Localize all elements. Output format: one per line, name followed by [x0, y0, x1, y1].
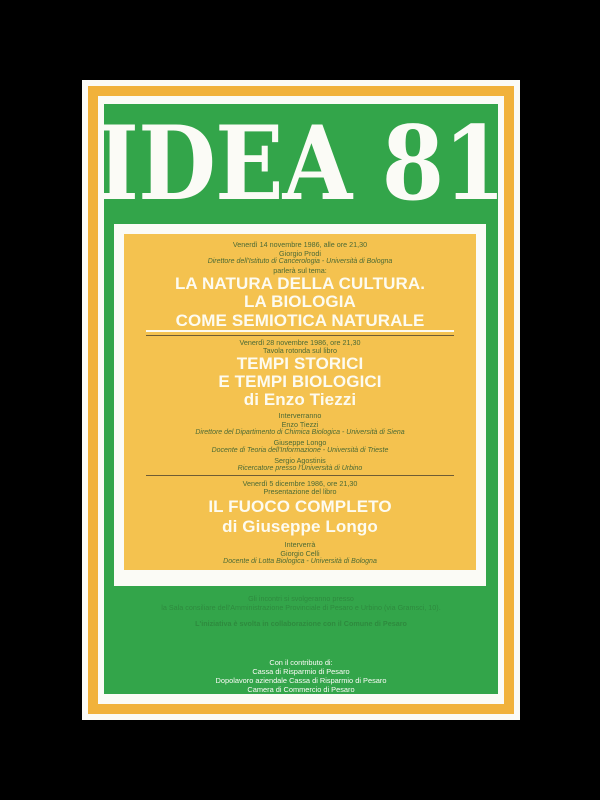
event1-title-underline: [146, 330, 454, 332]
event3-title-line2: di Giuseppe Longo: [222, 517, 378, 536]
event2-panelist3-name: Sergio Agostinis: [274, 456, 326, 465]
event2-title-line2: E TEMPI BIOLOGICI: [218, 372, 382, 391]
sponsor-1: Cassa di Risparmio di Pesaro: [252, 667, 350, 676]
event3-title-line1: IL FUOCO COMPLETO: [208, 497, 392, 516]
venue-line1: Gli incontri si svolgeranno presso: [248, 594, 354, 603]
divider-2: [146, 475, 454, 476]
event2-panel-intro: Interverranno: [278, 411, 322, 420]
event3-panel-intro: Interverrà: [284, 540, 316, 549]
event2-title-line1: TEMPI STORICI: [236, 354, 364, 373]
event3-intro: Presentazione del libro: [263, 487, 337, 496]
event1-speaker: Giorgio Prodi: [279, 249, 321, 258]
program-box: [124, 234, 476, 570]
sponsors-intro: Con il contributo di:: [269, 658, 333, 667]
event1-title-line3: COME SEMIOTICA NATURALE: [175, 311, 425, 330]
divider-1: [146, 335, 454, 336]
event2-panelist1-role: Direttore del Dipartimento di Chimica Biologica - Università di Siena: [195, 429, 405, 436]
event1-title-line2: LA BIOLOGIA: [244, 292, 356, 311]
event3-panelist1-name: Giorgio Celli: [280, 549, 320, 558]
venue-collaboration: L'iniziativa è svolta in collaborazione con il Comune di Pesaro: [195, 619, 407, 628]
event2-panelist2-name: Giuseppe Longo: [273, 438, 327, 447]
sponsor-3: Camera di Commercio di Pesaro: [247, 685, 355, 694]
event1-title-line1: LA NATURA DELLA CULTURA.: [174, 274, 426, 293]
event2-title-line3: di Enzo Tiezzi: [243, 390, 357, 409]
event2-panelist1-name: Enzo Tiezzi: [281, 420, 319, 429]
event1-role: Direttore dell'Istituto di Cancerologia - Università di Bologna: [207, 258, 393, 265]
event2-panelist3-role: Ricercatore presso l'Università di Urbino: [237, 465, 363, 472]
event2-date: Venerdì 28 novembre 1986, ore 21,30: [239, 338, 361, 347]
sponsor-2: Dopolavoro aziendale Cassa di Risparmio di Pesaro: [215, 676, 387, 685]
event2-panelist2-role: Docente di Teoria dell'Informazione - Università di Trieste: [211, 447, 389, 454]
event1-date: Venerdì 14 novembre 1986, alle ore 21,30: [232, 240, 368, 249]
event1-intro: parlerà sul tema:: [273, 266, 327, 275]
event3-date: Venerdì 5 dicembre 1986, ore 21,30: [242, 479, 358, 488]
venue-line2: la Sala consiliare dell'Amministrazione Provinciale di Pesaro e Urbino (via Gramsci, 10).: [161, 603, 441, 612]
event2-intro: Tavola rotonda sul libro: [263, 346, 337, 355]
event3-panelist1-role: Docente di Lotta Biologica - Università di Bologna: [223, 558, 377, 565]
poster-title: IDEA 81: [97, 104, 505, 224]
